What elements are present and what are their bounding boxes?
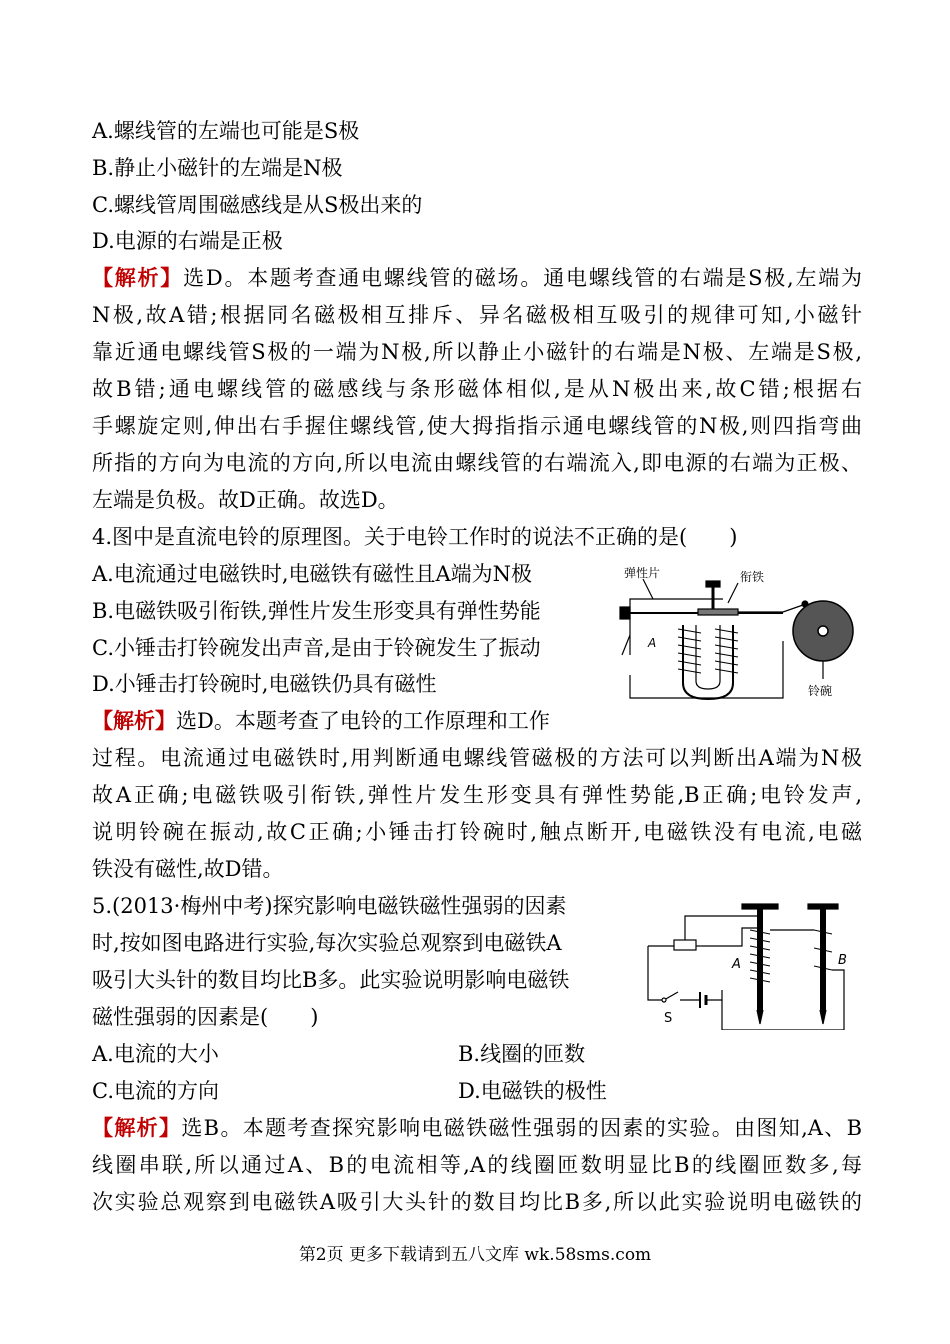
q5-analysis-line-2: 线圈串联,所以通过A、B的电流相等,A的线圈匝数明显比B的线圈匝数多,每 xyxy=(92,1153,862,1177)
q3-option-d: D.电源的右端是正极 xyxy=(92,229,283,253)
q4-analysis-line-1 xyxy=(92,706,550,736)
q3-option-b: B.静止小磁针的左端是N极 xyxy=(92,156,343,180)
q4-analysis-line-4: 说明铃碗在振动,故C正确;小锤击打铃碗时,触点断开,电磁铁没有电流,电磁 xyxy=(92,820,862,844)
label-bell-bowl: 铃碗 xyxy=(808,684,833,698)
label-armature: 衔铁 xyxy=(740,570,765,584)
q3-analysis-line-7: 左端是负极。故D正确。故选D。 xyxy=(92,488,399,512)
label-s: S xyxy=(664,1011,673,1026)
analysis-text: 选D。本题考查了电铃的工作原理和工作 xyxy=(176,709,550,733)
page-footer: 第2页 更多下载请到五八文库 wk.58sms.com xyxy=(298,1245,652,1265)
q5-stem-line-1: 5.(2013·梅州中考)探究影响电磁铁磁性强弱的因素 xyxy=(92,894,567,918)
q4-option-d: D.小锤击打铃碗时,电磁铁仍具有磁性 xyxy=(92,672,437,696)
label-a: A xyxy=(732,957,741,972)
q5-option-c: C.电流的方向 xyxy=(92,1079,219,1103)
electromagnet-circuit-diagram xyxy=(642,900,857,1030)
analysis-tag: 【解析】 xyxy=(92,708,176,733)
analysis-tag: 【解析】 xyxy=(92,1115,182,1140)
q5-option-b: B.线圈的匝数 xyxy=(458,1042,586,1066)
q4-option-a: A.电流通过电磁铁时,电磁铁有磁性且A端为N极 xyxy=(92,562,533,586)
q3-analysis-line-1 xyxy=(92,263,862,293)
q3-option-c: C.螺线管周围磁感线是从S极出来的 xyxy=(92,193,423,217)
q3-analysis-line-6: 所指的方向为电流的方向,所以电流由螺线管的右端流入,即电源的右端为正极、 xyxy=(92,451,862,475)
q5-option-d: D.电磁铁的极性 xyxy=(458,1079,607,1103)
electric-bell-diagram xyxy=(608,563,868,713)
analysis-tag: 【解析】 xyxy=(92,265,184,290)
q5-stem-line-4: 磁性强弱的因素是( ) xyxy=(92,1005,319,1029)
q3-option-a: A.螺线管的左端也可能是S极 xyxy=(92,119,360,143)
q3-analysis-line-4: 故B错;通电螺线管的磁感线与条形磁体相似,是从N极出来,故C错;根据右 xyxy=(92,377,862,401)
analysis-text: 选D。本题考查通电螺线管的磁场。通电螺线管的右端是S极,左端为 xyxy=(183,266,862,290)
q4-analysis-line-5: 铁没有磁性,故D错。 xyxy=(92,857,284,881)
q4-option-c: C.小锤击打铃碗发出声音,是由于铃碗发生了振动 xyxy=(92,636,541,660)
label-b: B xyxy=(838,953,847,968)
q3-analysis-line-5: 手螺旋定则,伸出右手握住螺线管,使大拇指指示通电螺线管的N极,则四指弯曲 xyxy=(92,414,862,438)
q3-analysis-line-2: N极,故A错;根据同名磁极相互排斥、异名磁极相互吸引的规律可知,小磁针 xyxy=(92,303,862,327)
analysis-text: 选B。本题考查探究影响电磁铁磁性强弱的因素的实验。由图知,A、B xyxy=(181,1116,863,1140)
q4-analysis-line-3: 故A正确;电磁铁吸引衔铁,弹性片发生形变具有弹性势能,B正确;电铃发声, xyxy=(92,783,862,807)
label-spring: 弹性片 xyxy=(624,566,661,580)
q4-option-b: B.电磁铁吸引衔铁,弹性片发生形变具有弹性势能 xyxy=(92,599,541,623)
q3-analysis-line-3: 靠近通电螺线管S极的一端为N极,所以静止小磁针的右端是N极、左端是S极, xyxy=(92,340,862,364)
q5-stem-line-2: 时,按如图电路进行实验,每次实验总观察到电磁铁A xyxy=(92,931,562,955)
label-a: A xyxy=(648,636,657,650)
q4-stem: 4.图中是直流电铃的原理图。关于电铃工作时的说法不正确的是( ) xyxy=(92,525,738,549)
q5-analysis-line-1 xyxy=(92,1113,862,1143)
q5-option-a: A.电流的大小 xyxy=(92,1042,219,1066)
q5-stem-line-3: 吸引大头针的数目均比B多。此实验说明影响电磁铁 xyxy=(92,968,570,992)
q4-analysis-line-2: 过程。电流通过电磁铁时,用判断通电螺线管磁极的方法可以判断出A端为N极 xyxy=(92,746,862,770)
q5-analysis-line-3: 次实验总观察到电磁铁A吸引大头针的数目均比B多,所以此实验说明电磁铁的 xyxy=(92,1190,862,1214)
